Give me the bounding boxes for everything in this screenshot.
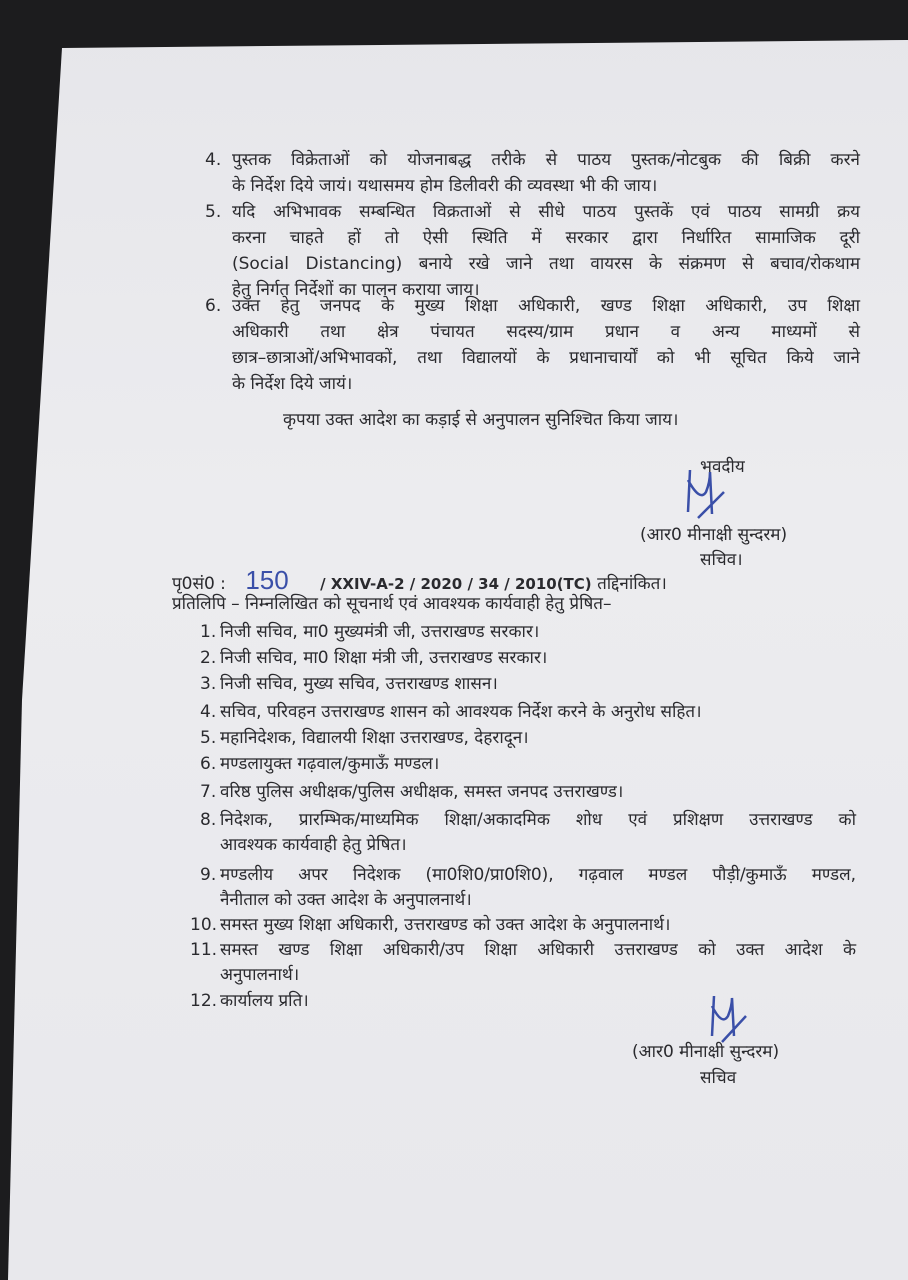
point-line: अधिकारी तथा क्षेत्र पंचायत सदस्य/ग्राम प्रधान व अन्य माध्यमों से [232, 322, 860, 342]
copy-line: समस्त खण्ड शिक्षा अधिकारी/उप शिक्षा अधिकारी उत्तराखण्ड को उक्त आदेश के [220, 940, 856, 960]
point-line: यदि अभिभावक सम्बन्धित विक्रताओं से सीधे पाठय पुस्तकें एवं पाठय सामग्री क्रय [232, 202, 860, 222]
point-line: के निर्देश दिये जायं। [232, 374, 353, 394]
signatory2-title: सचिव [700, 1068, 737, 1088]
point-line: करना चाहते हों तो ऐसी स्थिति में सरकार द्वारा निर्धारित सामाजिक दूरी [232, 228, 860, 248]
copy-line: निजी सचिव, मा0 शिक्षा मंत्री जी, उत्तराखण्ड सरकार। [220, 648, 548, 668]
copy-number: 5. [200, 728, 217, 748]
copy-number: 12. [190, 991, 218, 1011]
copy-line: सचिव, परिवहन उत्तराखण्ड शासन को आवश्यक निर्देश करने के अनुरोध सहित। [220, 702, 702, 722]
signatory-title: सचिव। [700, 550, 743, 570]
copy-number: 9. [200, 865, 217, 885]
copy-number: 2. [200, 648, 217, 668]
signatory-name: (आर0 मीनाक्षी सुन्दरम) [640, 525, 788, 545]
copy-number: 1. [200, 622, 217, 642]
reference-code: / XXIV-A-2 / 2020 / 34 / 2010(TC) [320, 575, 592, 593]
copy-number: 4. [200, 702, 217, 722]
copy-line: मण्डलायुक्त गढ़वाल/कुमाऊँ मण्डल। [220, 754, 440, 774]
copy-line: नैनीताल को उक्त आदेश के अनुपालनार्थ। [220, 890, 472, 910]
copy-line: निजी सचिव, मुख्य सचिव, उत्तराखण्ड शासन। [220, 674, 498, 694]
copy-intro: प्रतिलिपि – निम्नलिखित को सूचनार्थ एवं आवश्यक कार्यवाही हेतु प्रेषित– [172, 594, 612, 614]
copy-line: महानिदेशक, विद्यालयी शिक्षा उत्तराखण्ड, देहरादून। [220, 728, 529, 748]
signoff: भवदीय [700, 457, 745, 477]
signature-1 [680, 462, 730, 522]
point-line: छात्र–छात्राओं/अभिभावकों, तथा विद्यालयों के प्रधानाचार्यों को भी सूचित किये जाने [232, 348, 860, 368]
copy-line: मण्डलीय अपर निदेशक (मा0शि0/प्रा0शि0), गढ़वाल मण्डल पौड़ी/कुमाऊँ मण्डल, [220, 865, 856, 885]
reference-suffix: तद्दिनांकित। [597, 574, 667, 594]
copy-line: कार्यालय प्रति। [220, 991, 309, 1011]
reference-label: पृ0सं0 : [172, 574, 226, 594]
copy-line: निजी सचिव, मा0 मुख्यमंत्री जी, उत्तराखण्ड सरकार। [220, 622, 540, 642]
point-line: पुस्तक विक्रेताओं को योजनाबद्ध तरीके से पाठय पुस्तक/नोटबुक की बिक्री करने [232, 150, 860, 170]
copy-line: निदेशक, प्रारम्भिक/माध्यमिक शिक्षा/अकादमिक शोध एवं प्रशिक्षण उत्तराखण्ड को [220, 810, 856, 830]
copy-line: वरिष्ठ पुलिस अधीक्षक/पुलिस अधीक्षक, समस्त जनपद उत्तराखण्ड। [220, 782, 624, 802]
copy-number: 7. [200, 782, 217, 802]
point-number: 4. [205, 150, 222, 170]
copy-number: 11. [190, 940, 218, 960]
point-line: (Social Distancing) बनाये रखे जाने तथा वायरस के संक्रमण से बचाव/रोकथाम [232, 254, 860, 274]
point-line: हेतु निर्गत निर्देशों का पालन कराया जाय। [232, 280, 480, 300]
copy-number: 10. [190, 915, 218, 935]
point-line: के निर्देश दिये जायं। यथासमय होम डिलीवरी की व्यवस्था भी की जाय। [232, 176, 658, 196]
copy-line: आवश्यक कार्यवाही हेतु प्रेषित। [220, 835, 407, 855]
copy-number: 6. [200, 754, 217, 774]
point-number: 6. [205, 296, 222, 316]
point-number: 5. [205, 202, 222, 222]
handwritten-number: 150 [245, 565, 289, 595]
point-line: उक्त हेतु जनपद के मुख्य शिक्षा अधिकारी, खण्ड शिक्षा अधिकारी, उप शिक्षा [232, 296, 860, 316]
copy-number: 8. [200, 810, 217, 830]
copy-number: 3. [200, 674, 217, 694]
closing-line: कृपया उक्त आदेश का कड़ाई से अनुपालन सुनिश्चित किया जाय। [283, 410, 679, 430]
signatory2-name: (आर0 मीनाक्षी सुन्दरम) [632, 1042, 780, 1062]
copy-line: समस्त मुख्य शिक्षा अधिकारी, उत्तराखण्ड को उक्त आदेश के अनुपालनार्थ। [220, 915, 671, 935]
copy-line: अनुपालनार्थ। [220, 965, 300, 985]
